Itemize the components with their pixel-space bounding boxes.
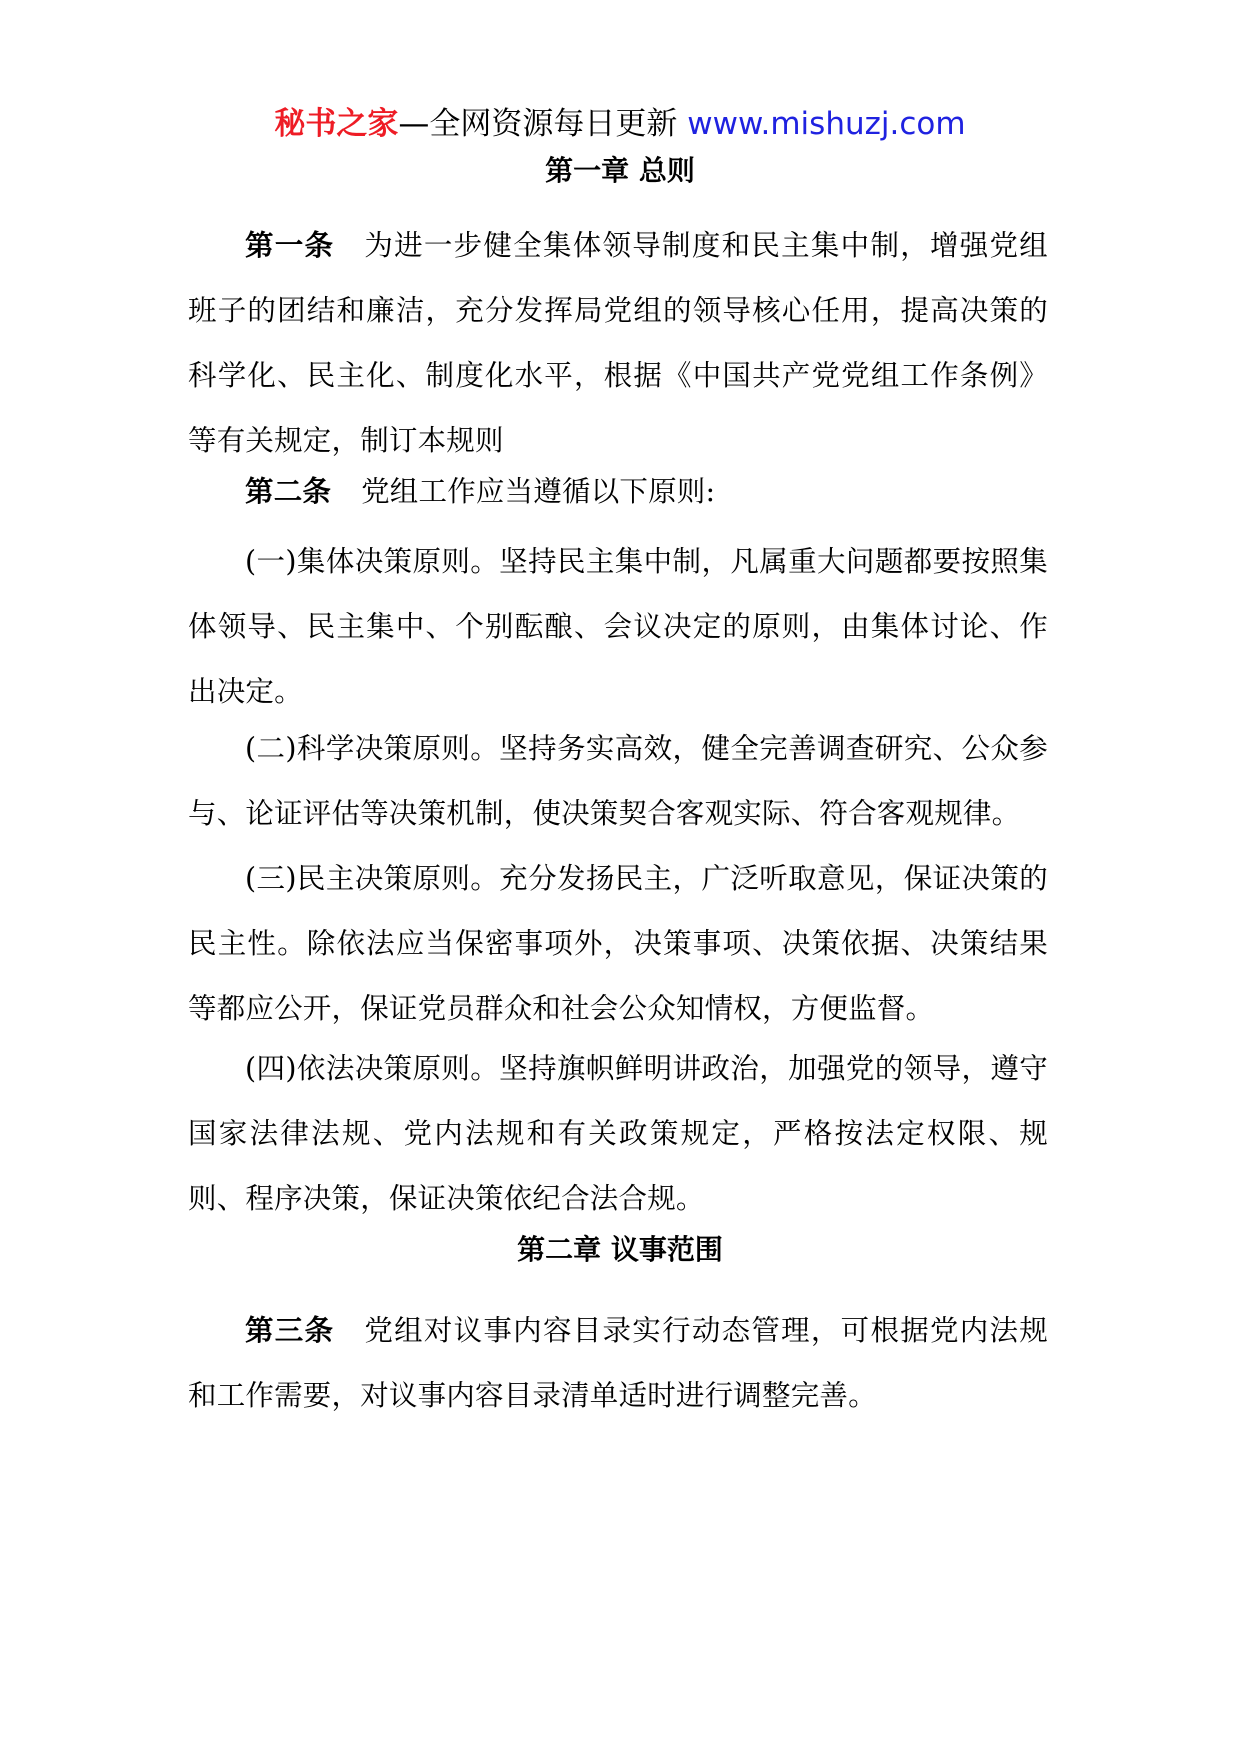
banner-brand: 秘书之家 xyxy=(274,106,399,142)
article-1-text: 为进一步健全集体领导制度和民主集中制，增强党组班子的团结和廉洁，充分发挥局党组的领导核心任用，提高决策的科学化、民主化、制度化水平，根据《中国共产党党组工作条例》等有关规定，制订本规则 xyxy=(188,229,1048,457)
principle-4: (四)依法决策原则。坚持旗帜鲜明讲政治，加强党的领导，遵守国家法律法规、党内法规和有关政策规定，严格按法定权限、规则、程序决策，保证决策依纪合法合规。 xyxy=(188,1052,1048,1215)
article-1-label: 第一条 xyxy=(245,229,335,262)
chapter-2-title: 第二章 议事范围 xyxy=(517,1233,723,1266)
article-2-label: 第二条 xyxy=(245,475,332,508)
principle-2: (二)科学决策原则。坚持务实高效，健全完善调查研究、公众参与、论证评估等决策机制，使决策契合客观实际、符合客观规律。 xyxy=(188,732,1048,830)
principle-3: (三)民主决策原则。充分发扬民主，广泛听取意见，保证决策的民主性。除依法应当保密事项外，决策事项、决策依据、决策结果等都应公开，保证党员群众和社会公众知情权，方便监督。 xyxy=(188,862,1048,1025)
article-1 xyxy=(188,213,1048,473)
site-banner xyxy=(0,98,1240,150)
article-3 xyxy=(188,1298,1048,1428)
article-3-text: 党组对议事内容目录实行动态管理，可根据党内法规和工作需要，对议事内容目录清单适时进行调整完善。 xyxy=(188,1314,1048,1412)
principle-1: (一)集体决策原则。坚持民主集中制，凡属重大问题都要按照集体领导、民主集中、个别酝酿、会议决定的原则，由集体讨论、作出决定。 xyxy=(188,545,1048,708)
banner-slogan: —全网资源每日更新 xyxy=(398,106,688,142)
article-2-text: 党组工作应当遵循以下原则: xyxy=(361,475,716,508)
article-2 xyxy=(188,459,1048,524)
banner-url-link[interactable]: www.mishuzj.com xyxy=(687,106,966,142)
article-3-label: 第三条 xyxy=(245,1314,335,1347)
chapter-1-title: 第一章 总则 xyxy=(545,154,695,187)
